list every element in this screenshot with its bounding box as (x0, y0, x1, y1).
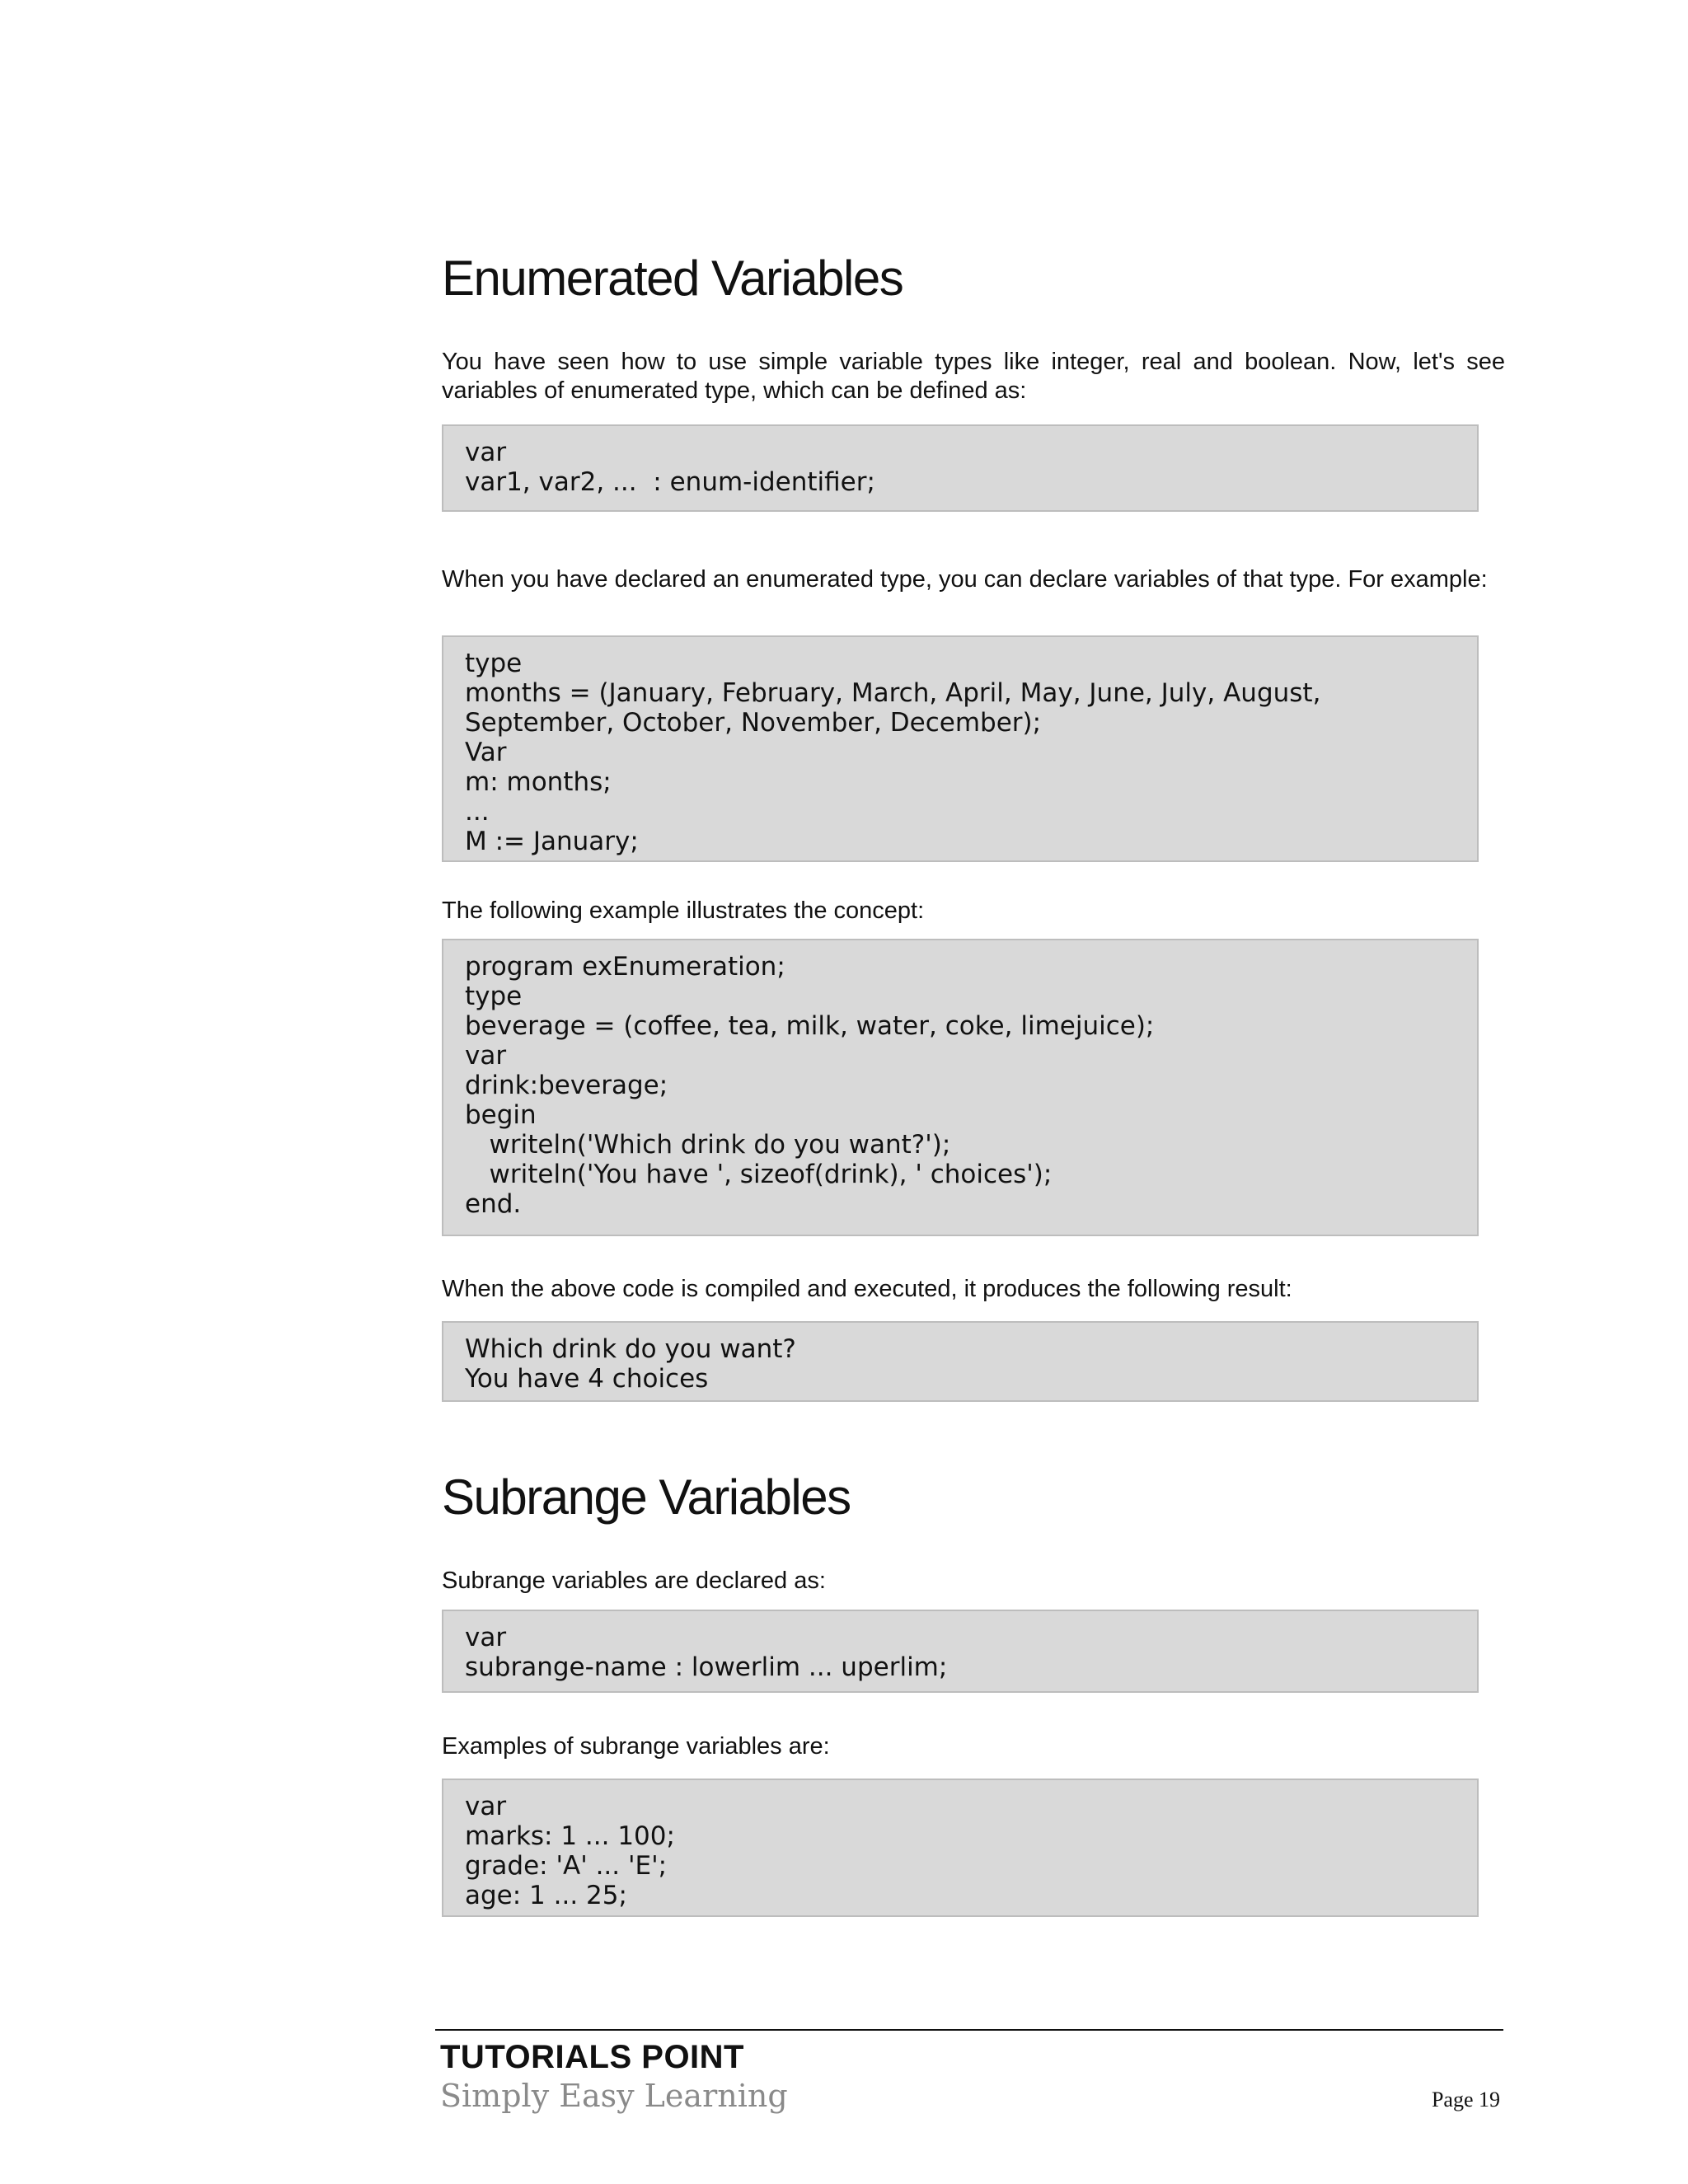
code-line: var (465, 1792, 507, 1821)
code-line: marks: 1 ... 100; (465, 1821, 675, 1851)
section-title-enumerated: Enumerated Variables (442, 251, 903, 306)
output-line: You have 4 choices (465, 1364, 709, 1394)
enumerated-para-declare: When you have declared an enumerated type, you can declare variables of that type. For example: (442, 566, 1488, 593)
page-number: Page 19 (1431, 2088, 1500, 2111)
enumerated-para-example: The following example illustrates the concept: (442, 898, 925, 924)
code-line: M := January; (465, 827, 639, 856)
code-block-subrange-declaration (442, 1610, 1479, 1693)
code-line: ... (465, 797, 490, 827)
code-line: grade: 'A' ... 'E'; (465, 1851, 668, 1881)
code-line: var (465, 1623, 507, 1652)
code-line: end. (465, 1189, 522, 1219)
code-line: program exEnumeration; (465, 952, 785, 982)
code-line: Var (465, 738, 507, 767)
code-line: September, October, November, December); (465, 708, 1042, 738)
code-line: begin (465, 1100, 537, 1130)
footer-divider (435, 2029, 1503, 2031)
footer-brand: TUTORIALS POINT (440, 2039, 744, 2075)
output-line: Which drink do you want? (465, 1334, 796, 1364)
output-block-enumeration (442, 1321, 1479, 1402)
code-line: drink:beverage; (465, 1071, 668, 1100)
code-block-subrange-examples (442, 1779, 1479, 1917)
code-line: var (465, 1041, 507, 1071)
code-block-months-example (442, 635, 1479, 862)
subrange-intro: Subrange variables are declared as: (442, 1568, 826, 1594)
code-block-exenumeration-program (442, 939, 1479, 1236)
code-line: writeln('Which drink do you want?'); (465, 1130, 951, 1160)
code-block-enum-declaration (442, 424, 1479, 512)
code-line: m: months; (465, 767, 612, 797)
footer-tagline: Simply Easy Learning (440, 2078, 788, 2114)
code-line: var1, var2, ... : enum-identifier; (465, 467, 875, 497)
subrange-para-examples: Examples of subrange variables are: (442, 1733, 830, 1760)
code-line: type (465, 649, 523, 678)
code-line: type (465, 982, 523, 1011)
code-line: beverage = (coffee, tea, milk, water, coke, limejuice); (465, 1011, 1155, 1041)
code-line: age: 1 ... 25; (465, 1881, 627, 1910)
section-title-subrange: Subrange Variables (442, 1469, 851, 1525)
enumerated-intro: You have seen how to use simple variable types like integer, real and boolean. Now, let's see variables of enumerated type, which can be defined as: (442, 349, 1505, 404)
code-line: writeln('You have ', sizeof(drink), ' choices'); (465, 1160, 1053, 1189)
code-line: months = (January, February, March, April, May, June, July, August, (465, 678, 1321, 708)
code-line: subrange-name : lowerlim ... uperlim; (465, 1652, 948, 1682)
enumerated-para-result: When the above code is compiled and executed, it produces the following result: (442, 1276, 1292, 1302)
code-line: var (465, 438, 507, 467)
